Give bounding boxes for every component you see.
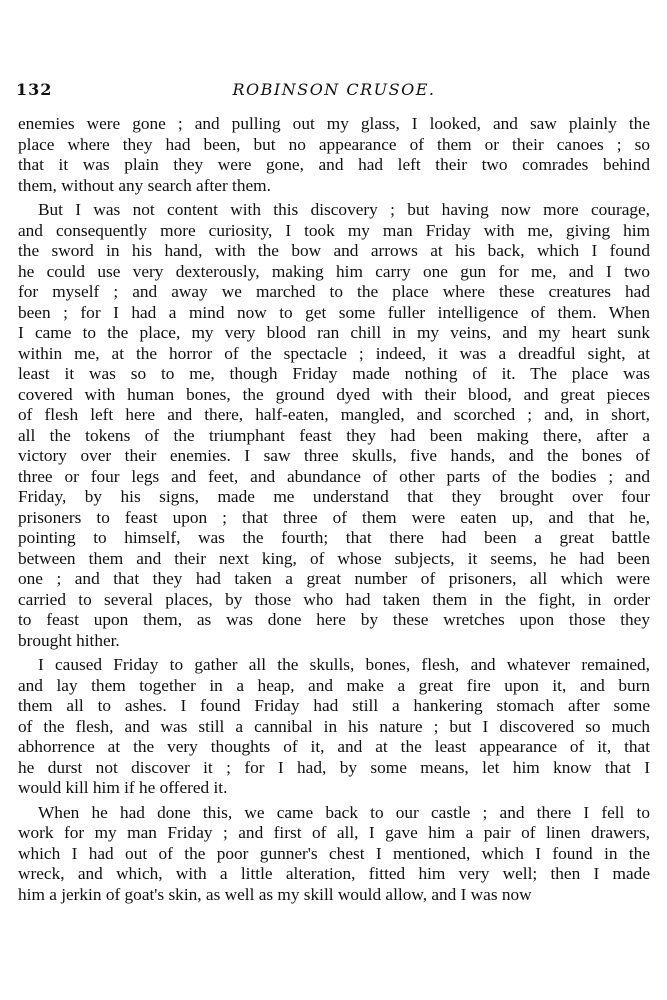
text-line: and consequently more curiosity, I took my man Friday with me, giving him <box>18 220 650 240</box>
text-line: work for my man Friday ; and first of all, I gave him a pair of linen drawers, <box>18 823 650 842</box>
text-line: of the flesh, and was still a cannibal in his nature ; but I discovered so much <box>18 716 650 736</box>
text-line: would kill him if he offered it. <box>18 778 228 797</box>
text-line: one ; and that they had taken a great number of prisoners, all which were <box>18 569 650 588</box>
paragraph <box>18 803 650 906</box>
text-line: that it was plain they were gone, and had left their two comrades behind <box>18 155 650 174</box>
paragraph <box>18 200 650 651</box>
text-line: I caused Friday to gather all the skulls, bones, flesh, and whatever remained, <box>38 655 650 674</box>
text-line: he durst not discover it ; for I had, by some means, let him know that I <box>18 757 650 777</box>
text-line: been ; for I had a mind now to get some fuller intelligence of them. When <box>18 302 650 322</box>
text-line: him a jerkin of goat's skin, as well as my skill would allow, and I was now <box>18 884 532 904</box>
text-line: pointing to himself, was the fourth; that there had been a great battle <box>18 528 650 547</box>
text-line: Friday, by his signs, made me understand that they brought over four <box>18 487 650 506</box>
text-line: abhorrence at the very thoughts of it, and at the least appearance of it, that <box>18 737 650 756</box>
text-line: to feast upon them, as was done here by these wretches upon those they <box>18 610 650 629</box>
text-line: them, without any search after them. <box>18 175 271 195</box>
text-line: carried to several places, by those who had taken them in the fight, in order <box>18 589 650 609</box>
text-line: the sword in his hand, with the bow and arrows at his back, which I found <box>18 241 650 260</box>
text-line: and lay them together in a heap, and make a great fire upon it, and burn <box>18 675 650 695</box>
text-line: place where they had been, but no appearance of them or their canoes ; so <box>18 134 650 154</box>
text-line: When he had done this, we came back to our castle ; and there I fell to <box>38 802 650 822</box>
text-line: prisoners to feast upon ; that three of them were eaten up, and that he, <box>18 507 650 527</box>
text-line: I came to the place, my very blood ran chill in my veins, and my heart sunk <box>18 323 650 342</box>
text-line: which I had out of the poor gunner's chest I mentioned, which I found in the <box>18 843 650 863</box>
page-header <box>16 80 652 104</box>
text-line: three or four legs and feet, and abundance of other parts of the bodies ; and <box>18 466 650 486</box>
text-line: for myself ; and away we marched to the place where these creatures had <box>18 282 650 301</box>
text-line: between them and their next king, of whose subjects, it seems, he had been <box>18 548 650 568</box>
text-line: victory over their enemies. I saw three skulls, five hands, and the bones of <box>18 446 650 465</box>
paragraph <box>18 114 650 196</box>
text-line: But I was not content with this discovery ; but having now more courage, <box>38 200 650 219</box>
text-line: covered with human bones, the ground dyed with their blood, and great pieces <box>18 384 650 404</box>
text-line: of flesh left here and there, half-eaten, mangled, and scorched ; and, in short, <box>18 405 650 424</box>
running-title: ROBINSON CRUSOE. <box>232 80 436 99</box>
text-line: least it was so to me, though Friday made nothing of it. The place was <box>18 364 650 383</box>
text-line: all the tokens of the triumphant feast they had been making there, after a <box>18 425 650 445</box>
text-line: enemies were gone ; and pulling out my glass, I looked, and saw plainly the <box>18 114 650 133</box>
paragraph <box>18 655 650 799</box>
text-line: wreck, and which, with a little alteration, fitted him very well; then I made <box>18 864 650 883</box>
text-line: he could use very dexterously, making him carry one gun for me, and I two <box>18 261 650 281</box>
text-line: brought hither. <box>18 630 120 650</box>
text-line: them all to ashes. I found Friday had still a hankering stomach after some <box>18 696 650 715</box>
page-number: 132 <box>16 80 53 99</box>
text-line: within me, at the horror of the spectacle ; indeed, it was a dreadful sight, at <box>18 343 650 363</box>
body-text <box>18 114 650 905</box>
